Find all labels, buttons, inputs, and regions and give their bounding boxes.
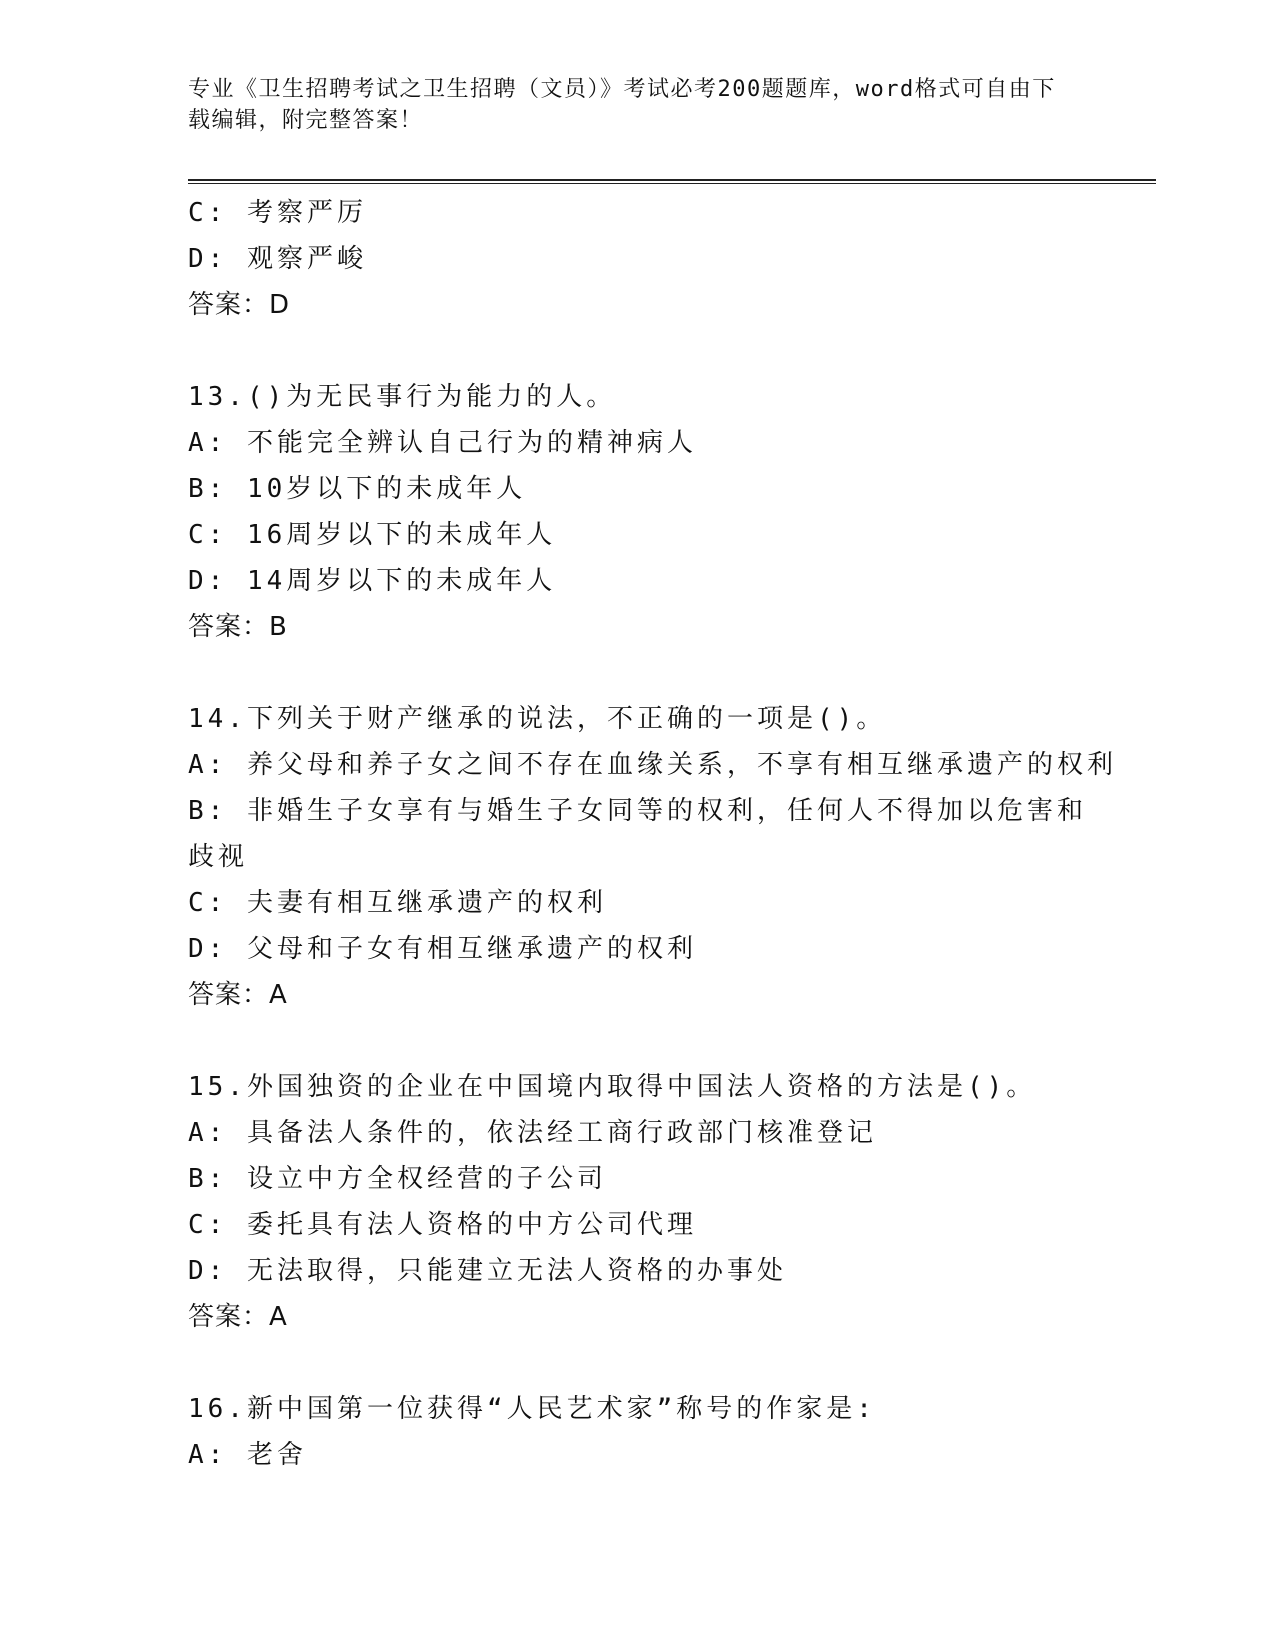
question-text: 14.下列关于财产继承的说法，不正确的一项是()。 [188,704,887,734]
question-text: 13.()为无民事行为能力的人。 [188,382,617,412]
question-text: 16.新中国第一位获得“人民艺术家”称号的作家是: [188,1394,876,1424]
answer-line: 答案：D [188,290,291,320]
spacer [188,1018,1088,1064]
option-b: B: 非婚生子女享有与婚生子女同等的权利，任何人不得加以危害和歧视 [188,796,1087,872]
question-list [188,190,1117,1478]
option-d: D: 14周岁以下的未成年人 [188,566,557,596]
spacer [188,650,1088,696]
option-d: D: 父母和子女有相互继承遗产的权利 [188,934,697,964]
header-rule-thick [188,179,1156,181]
option-a: A: 老舍 [188,1440,307,1470]
option-a: A: 养父母和养子女之间不存在血缘关系，不享有相互继承遗产的权利 [188,750,1117,780]
answer-line: 答案：A [188,1302,288,1332]
option-c: C: 16周岁以下的未成年人 [188,520,557,550]
question-block-13 [188,374,1088,650]
option-a: A: 具备法人条件的，依法经工商行政部门核准登记 [188,1118,877,1148]
question-text: 15.外国独资的企业在中国境内取得中国法人资格的方法是()。 [188,1072,1037,1102]
option-c: C: 考察严厉 [188,198,367,228]
spacer [188,1340,1088,1386]
answer-line: 答案：A [188,980,288,1010]
question-block-prev [188,190,1088,328]
question-block-15 [188,1064,1088,1340]
answer-line: 答案：B [188,612,288,642]
option-a: A: 不能完全辨认自己行为的精神病人 [188,428,697,458]
option-b: B: 10岁以下的未成年人 [188,474,527,504]
header-rule-thin [188,183,1156,184]
option-d: D: 观察严峻 [188,244,367,274]
option-c: C: 委托具有法人资格的中方公司代理 [188,1210,697,1240]
question-block-14 [188,696,1117,1018]
option-c: C: 夫妻有相互继承遗产的权利 [188,888,607,918]
document-header: 专业《卫生招聘考试之卫生招聘（文员）》考试必考200题题库，word格式可自由下载编辑，附完整答案！ [188,77,1056,133]
spacer [188,328,1088,374]
option-d: D: 无法取得，只能建立无法人资格的办事处 [188,1256,787,1286]
question-block-16 [188,1386,1088,1478]
option-b: B: 设立中方全权经营的子公司 [188,1164,607,1194]
